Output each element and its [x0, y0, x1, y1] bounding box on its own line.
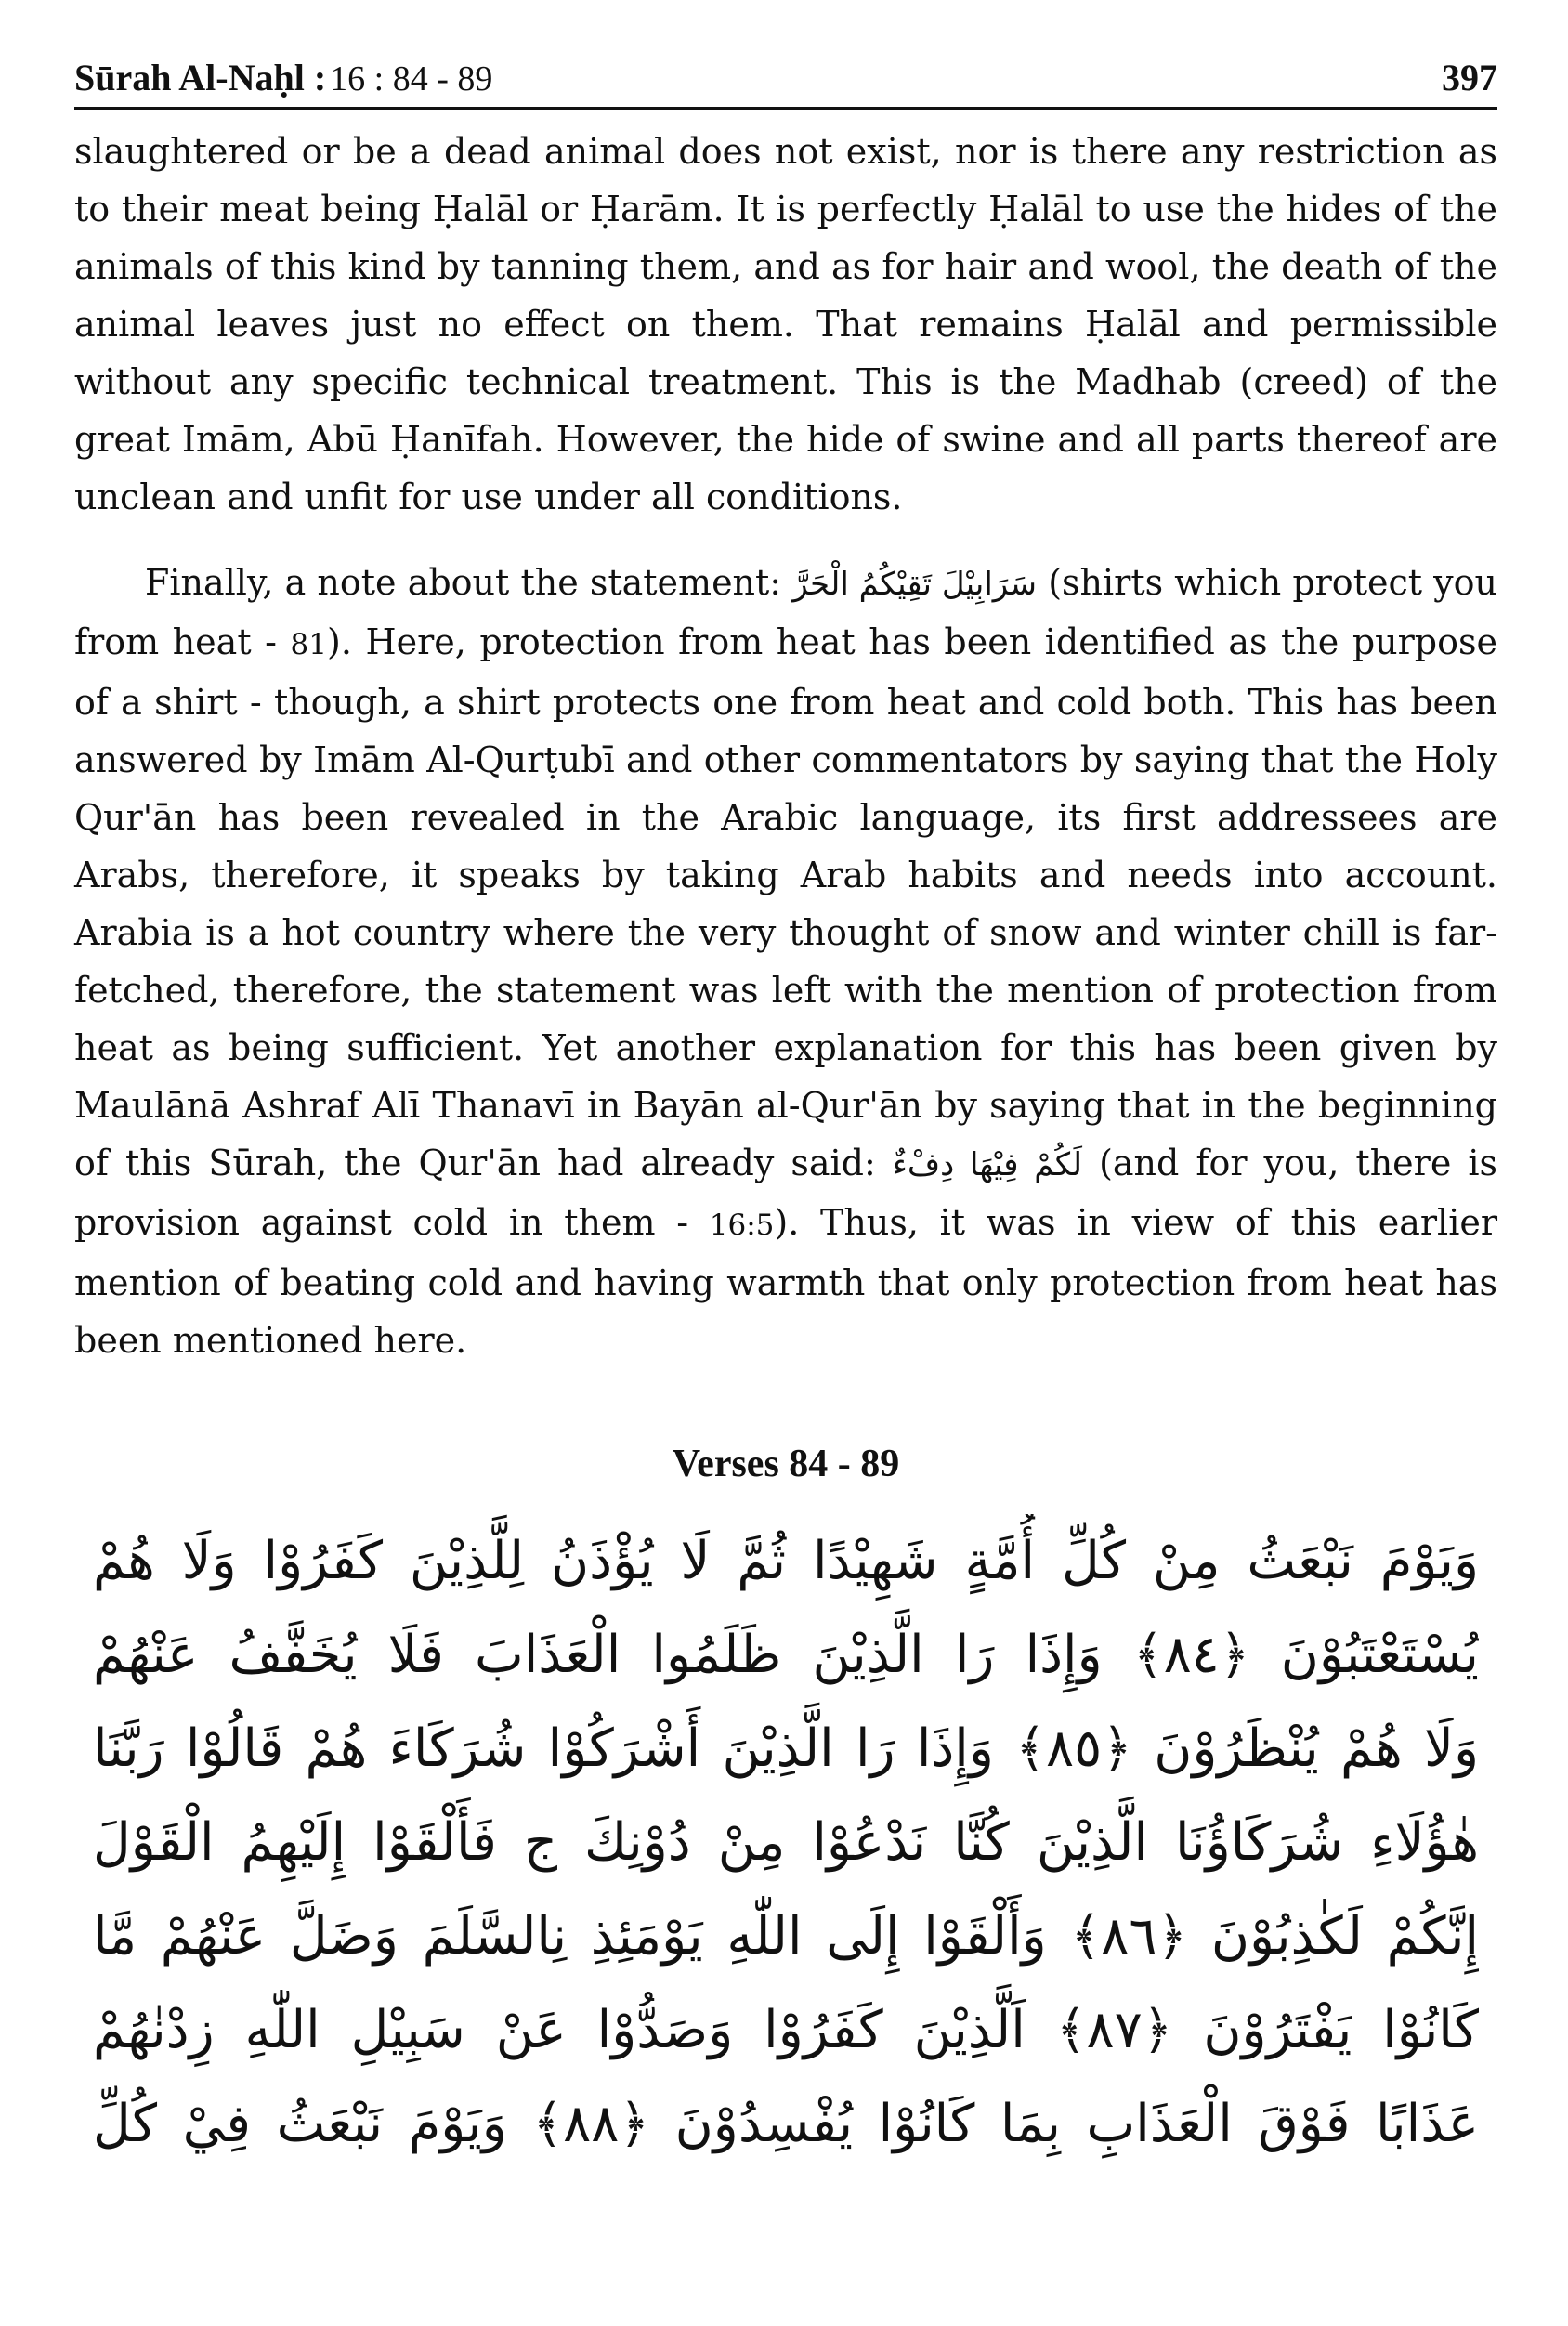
- arabic-verse-line: يُسْتَعْتَبُوْنَ ﴿٨٤﴾ وَإِذَا رَا الَّذِيْنَ ظَلَمُوا الْعَذَابَ فَلَا يُخَفَّفُ عَنْهُمْ: [93, 1625, 1479, 1685]
- arabic-quote-warmth: لَكُمْ فِيْهَا دِفْءٌ: [892, 1146, 1083, 1183]
- arabic-verse-line: وَيَوْمَ نَبْعَثُ مِنْ كُلِّ أُمَّةٍ شَهِيْدًا ثُمَّ لَا يُؤْذَنُ لِلَّذِيْنَ كَفَرُوْا وَلَا هُمْ: [93, 1531, 1479, 1591]
- arabic-quote-shirts: سَرَابِيْلَ تَقِيْكُمُ الْحَرَّ: [792, 566, 1038, 603]
- arabic-verse-line: كَانُوْا يَفْتَرُوْنَ ﴿٨٧﴾ اَلَّذِيْنَ كَفَرُوْا وَصَدُّوْا عَنْ سَبِيْلِ اللّٰهِ زِدْنٰهُمْ: [93, 2000, 1479, 2060]
- verse-reference-81: 81: [290, 628, 327, 661]
- verse-range-reference: 16 : 84 - 89: [330, 59, 493, 98]
- section-heading: Verses 84 - 89: [672, 1443, 900, 1485]
- arabic-verse-line: هٰؤُلَاءِ شُرَكَاؤُنَا الَّذِيْنَ كُنَّا نَدْعُوْا مِنْ دُوْنِكَ ج فَأَلْقَوْا إِلَيْهِمُ الْقَوْلَ: [93, 1812, 1479, 1873]
- arabic-verse-line: عَذَابًا فَوْقَ الْعَذَابِ بِمَا كَانُوْا يُفْسِدُوْنَ ﴿٨٨﴾ وَيَوْمَ نَبْعَثُ فِيْ كُلِّ: [93, 2094, 1479, 2154]
- para2-text-3: ). Here, protection from heat has been identified as the purpose of a shirt - though, a shirt protects one from heat and cold both. This has been answered by Imām Al-Qurṭubī and other commentators by saying that the Holy Qur'ān has been revealed in the Arabic language, its first addressees are Arabs, therefore, it speaks by taking Arab habits and needs into account. Arabia is a hot country where the very thought of snow and winter chill is far-fetched, therefore, the statement was left with the mention of protection from heat as being sufficient. Yet another explanation for this has been given by Maulānā Ashraf Alī Thanavī in Bayān al-Qur'ān by saying that in the beginning of this Sūrah, the Qur'ān had already said:: [74, 621, 1498, 1183]
- body-paragraph-1: slaughtered or be a dead animal does not exist, nor is there any restriction as to their meat being Ḥalāl or Ḥarām. It is perfectly Ḥalāl to use the hides of the animals of this kind by tanning them, and as for hair and wool, the death of the animal leaves just no effect on them. That remains Ḥalāl and permissible without any specific technical treatment. This is the Madhab (creed) of the great Imām, Abū Ḥanīfah. However, the hide of swine and all parts thereof are unclean and unfit for use under all conditions.: [74, 131, 1497, 517]
- body-paragraph-2: [74, 554, 1497, 1369]
- book-page: [74, 56, 1497, 2171]
- para2-text-1: Finally, a note about the statement:: [145, 562, 793, 603]
- arabic-verse-line: وَلَا هُمْ يُنْظَرُوْنَ ﴿٨٥﴾ وَإِذَا رَا الَّذِيْنَ أَشْرَكُوْا شُرَكَاءَ هُمْ قَالُوْا رَبَّنَا: [93, 1718, 1479, 1779]
- arabic-verses-block: [74, 1514, 1497, 2171]
- para2-text-2: (shirts which protect you from heat -: [74, 562, 1497, 662]
- verse-reference-16-5: 16:5: [709, 1209, 775, 1242]
- header-left: [74, 56, 492, 99]
- arabic-verse-line: إِنَّكُمْ لَكٰذِبُوْنَ ﴿٨٦﴾ وَأَلْقَوْا إِلَى اللّٰهِ يَوْمَئِذِ نِالسَّلَمَ وَضَلَّ عَنْهُمْ مَّا: [93, 1906, 1479, 1967]
- surah-title: Sūrah Al-Naḥl :: [74, 57, 327, 98]
- para2-text-5: ). Thus, it was in view of this earlier mention of beating cold and having warmth that only protection from heat has been mentioned here.: [74, 1202, 1498, 1361]
- running-header: [74, 56, 1497, 110]
- para2-text-4: (and for you, there is provision against cold in them -: [74, 1143, 1498, 1243]
- page-number: 397: [1442, 57, 1497, 98]
